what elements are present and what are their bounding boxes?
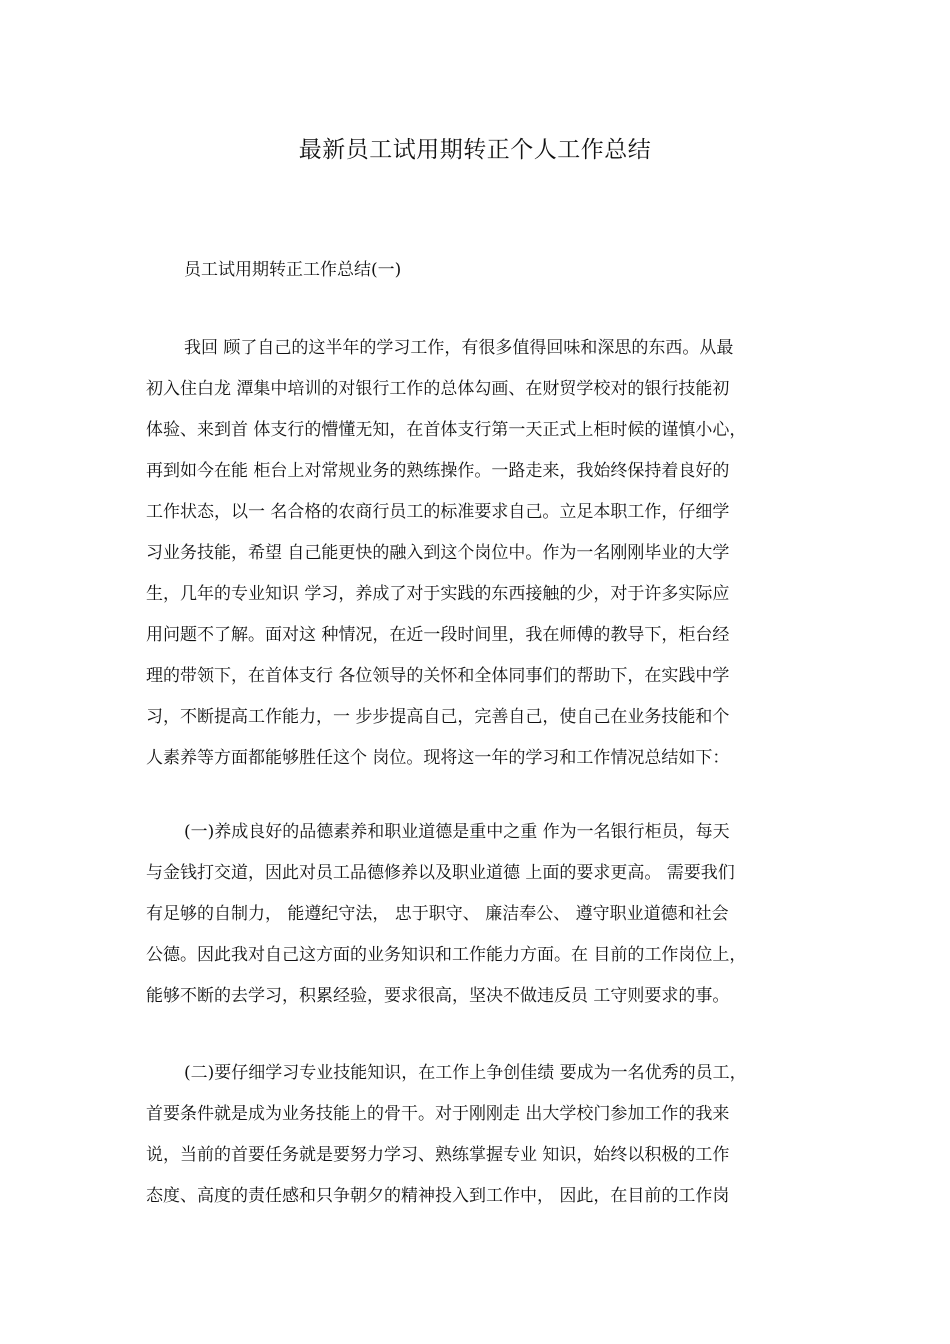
section-heading: 员工试用期转正工作总结(一) — [184, 260, 402, 280]
paragraph-line: 有足够的自制力， 能遵纪守法， 忠于职守、 廉洁奉公、 遵守职业道德和社会 — [146, 904, 729, 924]
paragraph-line: 理的带领下，在首体支行 各位领导的关怀和全体同事们的帮助下，在实践中学 — [146, 666, 730, 686]
paragraph-1 — [146, 328, 806, 779]
paragraph-line: 人素养等方面都能够胜任这个 岗位。现将这一年的学习和工作情况总结如下： — [146, 748, 730, 768]
paragraph-line: 用问题不了解。面对这 种情况，在近一段时间里，我在师傅的教导下，柜台经 — [146, 625, 730, 645]
paragraph-line: 首要条件就是成为业务技能上的骨干。对于刚刚走 出大学校门参加工作的我来 — [146, 1104, 730, 1124]
paragraph-line: 初入住白龙 潭集中培训的对银行工作的总体勾画、在财贸学校对的银行技能初 — [146, 379, 730, 399]
paragraph-2 — [146, 812, 806, 1017]
paragraph-line: 生，几年的专业知识 学习，养成了对于实践的东西接触的少，对于许多实际应 — [146, 584, 730, 604]
document-title: 最新员工试用期转正个人工作总结 — [298, 137, 652, 163]
paragraph-line: 再到如今在能 柜台上对常规业务的熟练操作。一路走来，我始终保持着良好的 — [146, 461, 730, 481]
paragraph-3 — [146, 1053, 806, 1217]
paragraph-line: (一)养成良好的品德素养和职业道德是重中之重 作为一名银行柜员，每天 — [184, 822, 730, 842]
paragraph-line: 体验、来到首 体支行的懵懂无知，在首体支行第一天正式上柜时候的谨慎小心， — [146, 420, 747, 440]
paragraph-line: 能够不断的去学习，积累经验，要求很高，坚决不做违反员 工守则要求的事。 — [146, 986, 730, 1006]
paragraph-line: 态度、高度的责任感和只争朝夕的精神投入到工作中， 因此，在目前的工作岗 — [146, 1186, 730, 1206]
paragraph-line: 说，当前的首要任务就是要努力学习、熟练掌握专业 知识，始终以积极的工作 — [146, 1145, 730, 1165]
paragraph-line: 习，不断提高工作能力，一 步步提高自己，完善自己，使自己在业务技能和个 — [146, 707, 730, 727]
paragraph-line: 习业务技能，希望 自己能更快的融入到这个岗位中。作为一名刚刚毕业的大学 — [146, 543, 730, 563]
paragraph-line: 我回 顾了自己的这半年的学习工作，有很多值得回味和深思的东西。从最 — [184, 338, 734, 358]
paragraph-line: 与金钱打交道，因此对员工品德修养以及职业道德 上面的要求更高。 需要我们 — [146, 863, 735, 883]
paragraph-line: (二)要仔细学习专业技能知识，在工作上争创佳绩 要成为一名优秀的员工， — [184, 1063, 747, 1083]
paragraph-line: 公德。因此我对自己这方面的业务知识和工作能力方面。在 目前的工作岗位上， — [146, 945, 747, 965]
paragraph-line: 工作状态，以一 名合格的农商行员工的标准要求自己。立足本职工作，仔细学 — [146, 502, 730, 522]
